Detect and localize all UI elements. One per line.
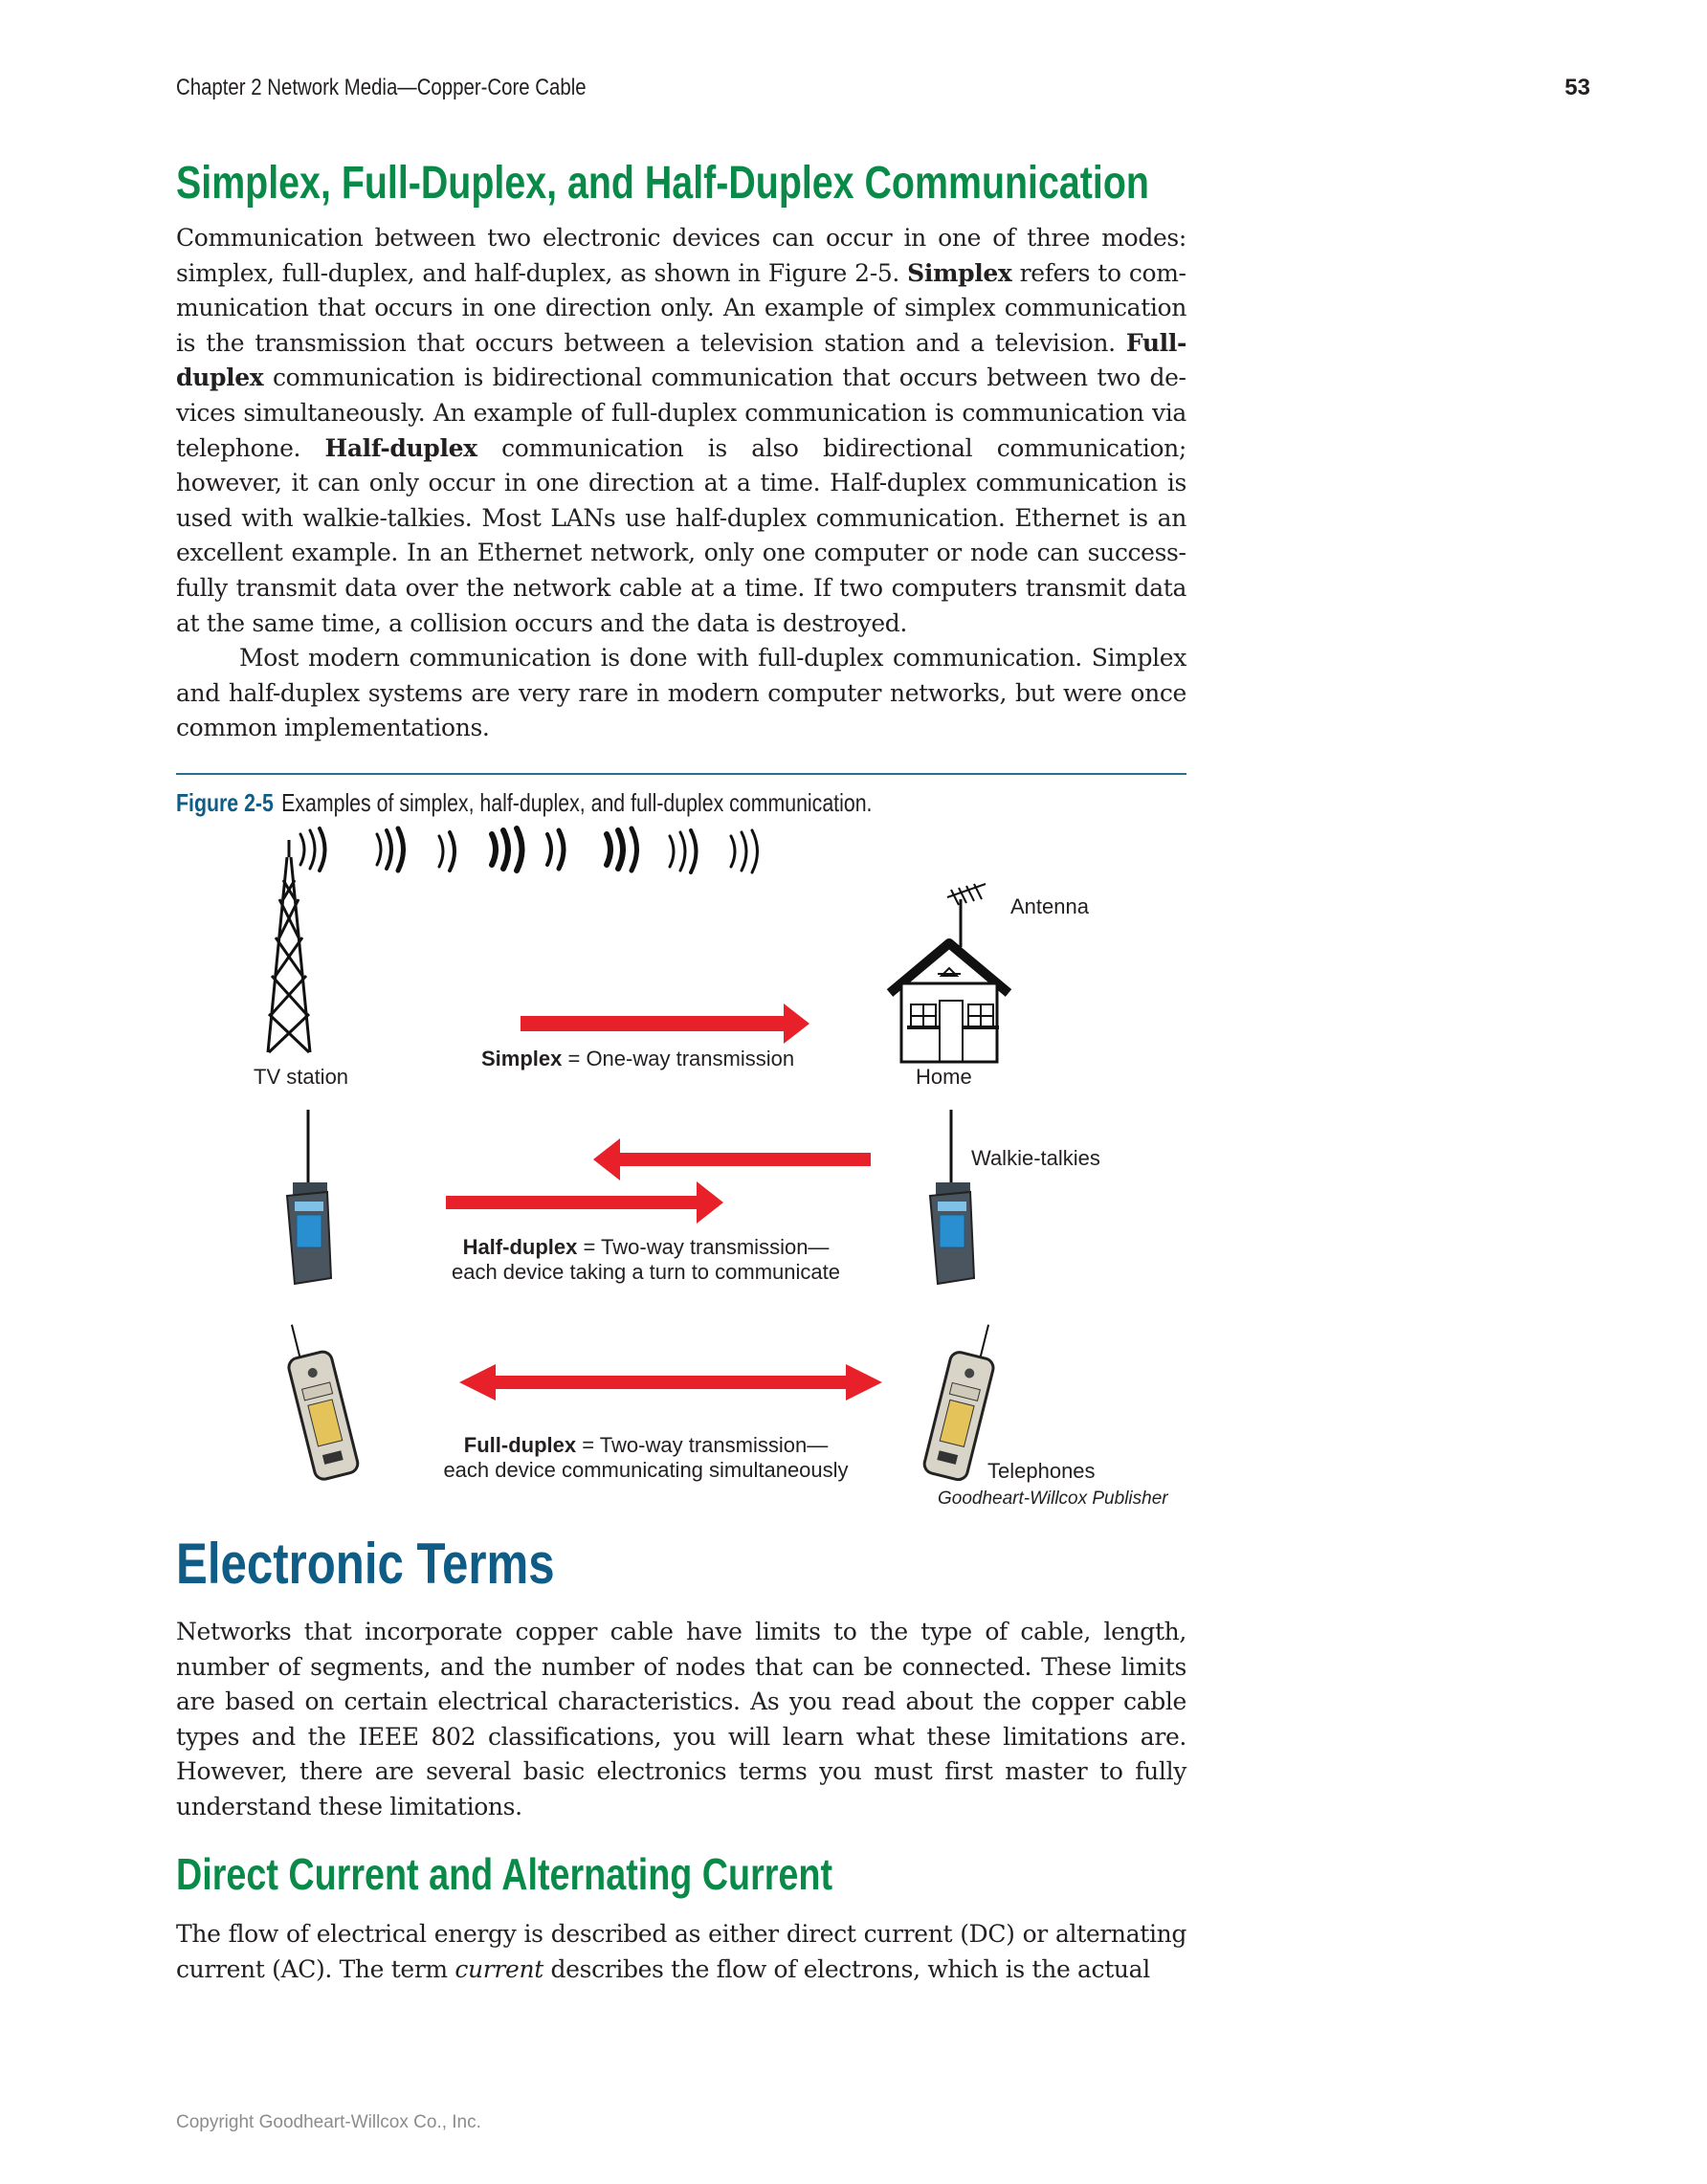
- duplex-body: [176, 221, 1186, 746]
- dc-ac-paragraph: The flow of electrical energy is described as either direct current (DC) or alternating current (AC). The term current describes the flow of electrons, which is the actual: [176, 1920, 1186, 1983]
- telephone-left-icon: [278, 1317, 360, 1481]
- figure-number: Figure 2-5: [176, 788, 274, 817]
- label-antenna: Antenna: [1010, 894, 1089, 918]
- telephone-right-icon: [922, 1318, 1004, 1482]
- tv-tower-icon: [268, 840, 310, 1052]
- electronic-terms-paragraph: Networks that incorporate copper cable have limits to the type of cable, length, number of segments, and the number of nodes that can be connected. These limits are based on certain electrical characteristics. As you read about the copper cable types and the IEEE 802 classifications, you will learn what these limitations are. However, there are several basic electronics terms you must first master to fully understand these limitations.: [176, 1618, 1186, 1820]
- term-current: current: [454, 1954, 543, 1983]
- half-duplex-label: Half-duplex = Two-way transmission— each device taking a turn to communicate: [451, 1235, 840, 1284]
- section-heading-electronic-terms: Electronic Terms: [176, 1532, 555, 1596]
- half-duplex-arrow-right: [446, 1181, 723, 1224]
- simplex-arrow: [521, 1004, 809, 1044]
- figure-rule: [176, 773, 1186, 775]
- term-full-duplex: Full-duplex: [176, 328, 1186, 392]
- figure-caption: [176, 788, 872, 817]
- electronic-terms-body: [176, 1615, 1186, 1825]
- term-simplex: Simplex: [907, 258, 1012, 287]
- copyright-footer: Copyright Goodheart-Willcox Co., Inc.: [176, 2112, 481, 2132]
- label-telephones: Telephones: [987, 1459, 1096, 1483]
- dc-ac-body: [176, 1917, 1186, 1987]
- simplex-label: Simplex = One-way transmission: [481, 1047, 795, 1070]
- walkie-talkie-right-icon: [930, 1110, 974, 1284]
- label-walkie-talkies: Walkie-talkies: [971, 1146, 1100, 1170]
- section-heading-dc-ac: Direct Current and Alternating Current: [176, 1849, 833, 1899]
- radio-waves-icon: [300, 828, 758, 872]
- label-tv-station: TV station: [254, 1065, 349, 1089]
- duplex-paragraph-1: Communication between two electronic devices can occur in one of three modes: simplex, full-duplex, and half-duplex, as shown in Figure 2-5. Simplex refers to communication that occurs in one direction only. An example of simplex communication is the transmission that occurs between a television station and a television. Full-duplex communication is bidirectional communication that occurs between two devices simultaneously. An example of full-duplex communication is communication via telephone. Half-duplex communication is also bidirectional communication; however, it can only occur in one direction at a time. Half-duplex communication is used with walkie-talkies. Most LANs use half-duplex communication. Ethernet is an excellent example. In an Ethernet network, only one computer or node can successfully transmit data over the network cable at a time. If two computers transmit data at the same time, a collision occurs and the data is destroyed.: [176, 224, 1187, 637]
- term-half-duplex: Half-duplex: [324, 433, 477, 462]
- running-head: [176, 75, 1590, 103]
- half-duplex-arrow-left: [593, 1138, 871, 1180]
- walkie-talkie-left-icon: [287, 1110, 331, 1284]
- full-duplex-arrow: [459, 1364, 882, 1401]
- house-icon: [890, 884, 1009, 1062]
- full-duplex-label: Full-duplex = Two-way transmission— each device communicating simultaneously: [443, 1433, 849, 1482]
- label-home: Home: [916, 1065, 972, 1089]
- duplex-paragraph-2: Most modern communication is done with full-duplex communication. Simplex and half-duplex systems are very rare in modern computer networks, but were once common implementations.: [176, 644, 1186, 742]
- figure-credit: Goodheart-Willcox Publisher: [938, 1489, 1168, 1509]
- page-number: 53: [1564, 75, 1590, 100]
- section-heading-duplex: Simplex, Full-Duplex, and Half-Duplex Communication: [176, 158, 1149, 209]
- figure-caption-text: Examples of simplex, half-duplex, and full-duplex communication.: [281, 788, 873, 817]
- chapter-title: Chapter 2 Network Media—Copper-Core Cable: [176, 75, 587, 100]
